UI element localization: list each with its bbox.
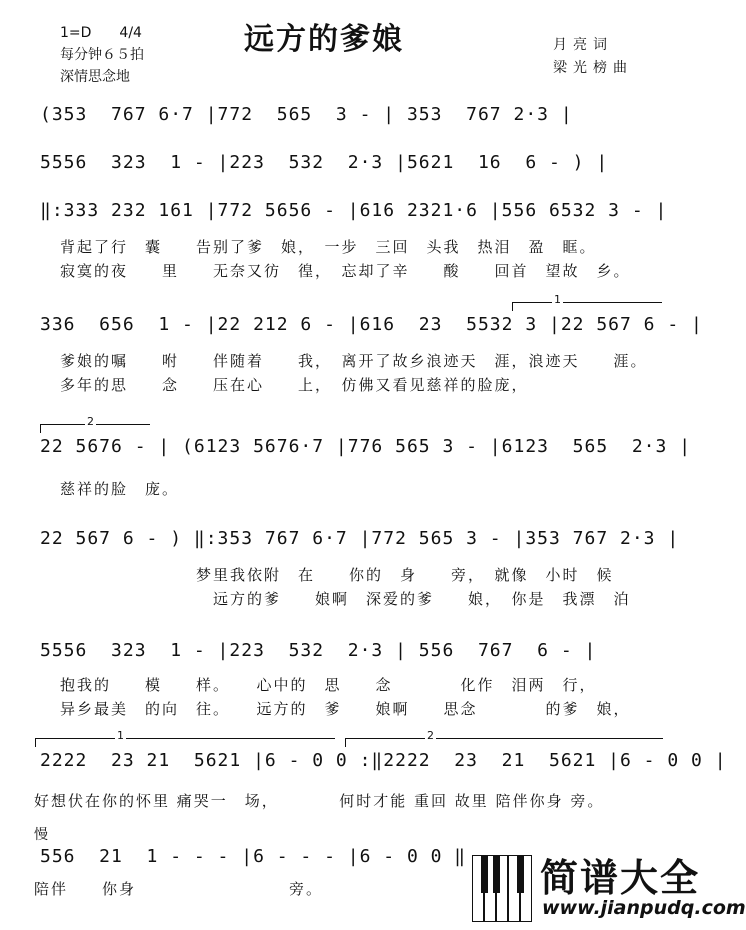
expression-text: 深情思念地 [60, 69, 130, 85]
notation: 336 656 1 - |22 212 6 - |616 23 5532 3 |22 567 6 - | [40, 314, 703, 335]
notation: 5556 323 1 - |223 532 2·3 |5621 16 6 - ) | [40, 152, 609, 173]
lyric-line: 寂寞的夜 里 无奈又彷 徨， 忘却了辛 酸 回首 望故 乡。 [60, 262, 631, 280]
lyric-line: 好想伏在你的怀里 痛哭一 场， 何时才能 重回 故里 陪伴你身 旁。 [34, 792, 605, 810]
notation: 556 21 1 - - - |6 - - - |6 - 0 0 ‖ [40, 846, 467, 867]
site-logo [472, 845, 746, 930]
volta-bracket-2b: 2 [345, 738, 663, 747]
lyricist-credit: 月亮词 [553, 37, 613, 53]
notation: 22 5676 - | (6123 5676·7 |776 565 3 - |6123 565 2·3 | [40, 436, 692, 457]
lyric-line: 背起了行 囊 告别了爹 娘， 一步 三回 头我 热泪 盈 眶。 [60, 238, 597, 256]
notation: 5556 323 1 - |223 532 2·3 | 556 767 6 - | [40, 640, 597, 661]
notation: 22 567 6 - ) ‖:353 767 6·7 |772 565 3 - |353 767 2·3 | [40, 528, 680, 549]
song-title: 远方的爹娘 [244, 22, 404, 57]
notation: 2222 23 21 5621 |6 - 0 0 :‖2222 23 21 5621 |6 - 0 0 | [40, 750, 727, 771]
tempo-mark: 慢 [34, 827, 48, 843]
composer-credit: 梁光榜曲 [553, 60, 633, 76]
notation: ‖:333 232 161 |772 5656 - |616 2321·6 |556 6532 3 - | [40, 200, 668, 221]
lyric-line: 梦里我依附 在 你的 身 旁， 就像 小时 候 [60, 566, 614, 584]
volta-bracket-2: 2 [40, 424, 150, 433]
lyric-line: 异乡最美 的向 往。 远方的 爹 娘啊 思念 的爹 娘， [60, 700, 631, 718]
volta-bracket-1: 1 [512, 302, 662, 311]
logo-url: www.jianpudq.com [542, 897, 746, 919]
notation: (353 767 6·7 |772 565 3 - | 353 767 2·3 | [40, 104, 573, 125]
key-signature: 1=D 4/4 [60, 25, 142, 41]
volta-bracket-1b: 1 [35, 738, 335, 747]
lyric-line: 爹娘的嘱 咐 伴随着 我， 离开了故乡浪迹天 涯，浪迹天 涯。 [60, 352, 648, 370]
lyric-line: 多年的思 念 压在心 上， 仿佛又看见慈祥的脸庞， [60, 376, 529, 394]
lyric-line: 抱我的 模 样。 心中的 思 念 化作 泪两 行， [60, 676, 597, 694]
tempo-text: 每分钟６５拍 [60, 47, 144, 63]
logo-name: 简谱大全 [540, 856, 701, 900]
lyric-line: 陪伴 你身 旁。 [34, 880, 324, 898]
lyric-line: 慈祥的脸 庞。 [60, 480, 180, 498]
lyric-line: 远方的爹 娘啊 深爱的爹 娘， 你是 我漂 泊 [60, 590, 631, 608]
